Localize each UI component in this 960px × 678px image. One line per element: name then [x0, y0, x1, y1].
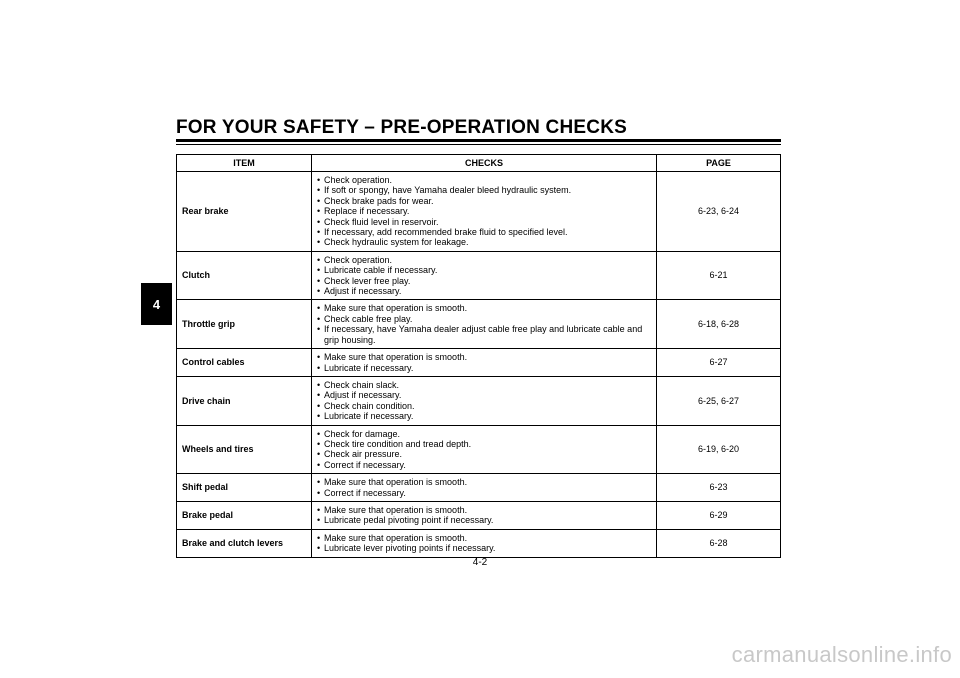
table-row	[177, 349, 781, 377]
check-item: • Lubricate if necessary.	[317, 363, 652, 373]
table-header-row	[177, 155, 781, 172]
check-item: • Check for damage.	[317, 429, 652, 439]
row-page-ref: 6-29	[657, 501, 781, 529]
row-checks	[312, 501, 657, 529]
check-item: • Make sure that operation is smooth.	[317, 505, 652, 515]
check-list	[317, 303, 652, 345]
table-body	[177, 172, 781, 558]
check-item: • If necessary, have Yamaha dealer adjust cable free play and lubricate cable and grip housing.	[317, 324, 652, 345]
check-list	[317, 175, 652, 248]
check-item: • Lubricate lever pivoting points if necessary.	[317, 543, 652, 553]
table-row	[177, 376, 781, 425]
row-item-name: Drive chain	[177, 376, 312, 425]
table-row	[177, 172, 781, 252]
check-list	[317, 505, 652, 526]
row-checks	[312, 251, 657, 300]
check-list	[317, 352, 652, 373]
check-list	[317, 429, 652, 471]
title-rule-thick	[176, 139, 781, 142]
check-item: • Make sure that operation is smooth.	[317, 477, 652, 487]
check-item: • Check cable free play.	[317, 314, 652, 324]
check-item: • Lubricate if necessary.	[317, 411, 652, 421]
row-checks	[312, 300, 657, 349]
row-page-ref: 6-25, 6-27	[657, 376, 781, 425]
check-list	[317, 380, 652, 422]
check-item: • Check fluid level in reservoir.	[317, 217, 652, 227]
check-item: • Correct if necessary.	[317, 488, 652, 498]
row-page-ref: 6-23	[657, 474, 781, 502]
row-checks	[312, 172, 657, 252]
table-row	[177, 251, 781, 300]
table-row	[177, 300, 781, 349]
row-checks	[312, 474, 657, 502]
check-item: • Make sure that operation is smooth.	[317, 303, 652, 313]
pre-operation-checks-table	[176, 154, 781, 558]
check-item: • Check tire condition and tread depth.	[317, 439, 652, 449]
row-page-ref: 6-23, 6-24	[657, 172, 781, 252]
row-item-name: Rear brake	[177, 172, 312, 252]
check-item: • Adjust if necessary.	[317, 286, 652, 296]
row-page-ref: 6-27	[657, 349, 781, 377]
check-item: • Check lever free play.	[317, 276, 652, 286]
table-row	[177, 529, 781, 557]
check-list	[317, 533, 652, 554]
check-item: • If necessary, add recommended brake fluid to specified level.	[317, 227, 652, 237]
check-item: • Make sure that operation is smooth.	[317, 533, 652, 543]
row-page-ref: 6-19, 6-20	[657, 425, 781, 474]
row-page-ref: 6-28	[657, 529, 781, 557]
table-row	[177, 474, 781, 502]
row-item-name: Shift pedal	[177, 474, 312, 502]
check-list	[317, 255, 652, 297]
check-item: • Check hydraulic system for leakage.	[317, 237, 652, 247]
row-item-name: Brake pedal	[177, 501, 312, 529]
watermark: carmanualsonline.info	[731, 642, 952, 667]
row-item-name: Wheels and tires	[177, 425, 312, 474]
table-row	[177, 425, 781, 474]
check-list	[317, 477, 652, 498]
row-item-name: Brake and clutch levers	[177, 529, 312, 557]
page-number: 4-2	[472, 557, 488, 568]
chapter-tab: 4	[141, 283, 172, 325]
column-header-page: PAGE	[657, 155, 781, 172]
check-item: • Check operation.	[317, 175, 652, 185]
column-header-checks: CHECKS	[312, 155, 657, 172]
check-item: • Check operation.	[317, 255, 652, 265]
row-checks	[312, 349, 657, 377]
check-item: • Check air pressure.	[317, 449, 652, 459]
row-page-ref: 6-21	[657, 251, 781, 300]
row-checks	[312, 425, 657, 474]
row-checks	[312, 529, 657, 557]
check-item: • Make sure that operation is smooth.	[317, 352, 652, 362]
row-item-name: Control cables	[177, 349, 312, 377]
table-row	[177, 501, 781, 529]
title-rule-thin	[176, 144, 781, 145]
row-page-ref: 6-18, 6-28	[657, 300, 781, 349]
check-item: • Lubricate pedal pivoting point if necessary.	[317, 515, 652, 525]
row-item-name: Throttle grip	[177, 300, 312, 349]
check-item: • Lubricate cable if necessary.	[317, 265, 652, 275]
check-item: • Check chain condition.	[317, 401, 652, 411]
check-item: • Correct if necessary.	[317, 460, 652, 470]
check-item: • If soft or spongy, have Yamaha dealer bleed hydraulic system.	[317, 185, 652, 195]
check-item: • Check brake pads for wear.	[317, 196, 652, 206]
check-item: • Check chain slack.	[317, 380, 652, 390]
page-title: FOR YOUR SAFETY – PRE-OPERATION CHECKS	[176, 117, 627, 138]
check-item: • Replace if necessary.	[317, 206, 652, 216]
row-item-name: Clutch	[177, 251, 312, 300]
column-header-item: ITEM	[177, 155, 312, 172]
row-checks	[312, 376, 657, 425]
check-item: • Adjust if necessary.	[317, 390, 652, 400]
